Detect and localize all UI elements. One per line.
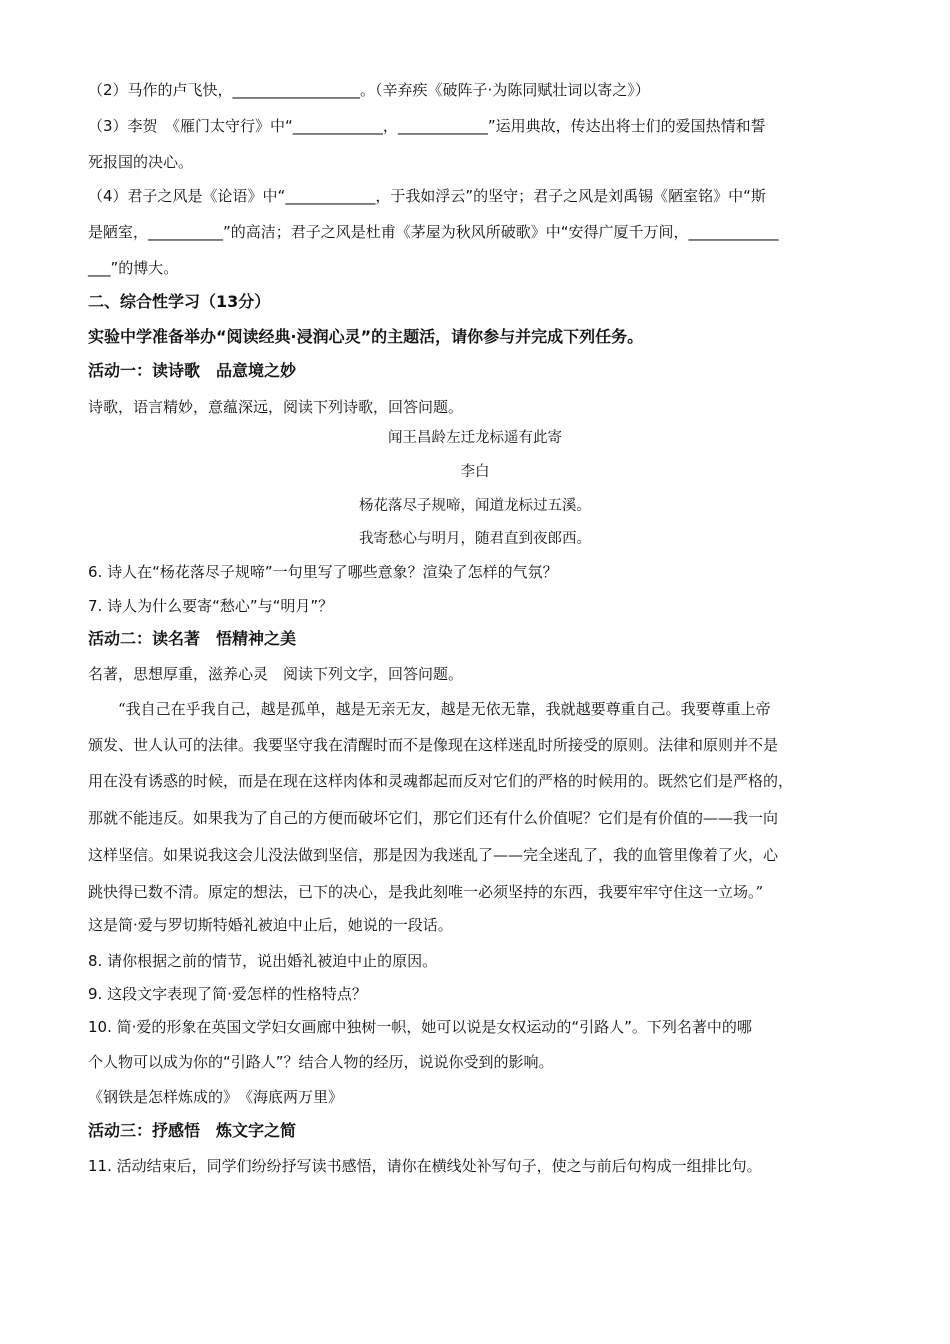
poem-title: 闻王昌龄左迁龙标遥有此寄 — [388, 430, 562, 446]
passage-line-4: 那就不能违反。如果我为了自己的方便而破坏它们，那它们还有什么价值呢？它们是有价值的——我一向 — [88, 809, 779, 827]
poem-line-2: 我寄愁心与明月，随君直到夜郎西。 — [359, 531, 591, 547]
book-options: 《钢铁是怎样炼成的》 《海底两万里》 — [88, 1088, 344, 1106]
activity-2-heading: 活动二：读名著 悟精神之美 — [88, 629, 297, 648]
question-7: 7. 诗人为什么要寄“愁心”与“明月”？ — [88, 597, 334, 615]
activity-1-heading: 活动一：读诗歌 品意境之妙 — [88, 361, 297, 380]
question-10-line-a: 10. 简·爱的形象在英国文学妇女画廊中独树一帜，她可以说是女权运动的“引路人”。下列名著中的哪 — [88, 1018, 752, 1036]
poem-author: 李白 — [460, 464, 490, 480]
q5-4-line-c: ___”的博大。 — [88, 259, 179, 277]
q5-4-line-a: （4）君子之风是《论语》中“____________，于我如浮云”的坚守；君子之风是刘禹锡《陋室铭》中“斯 — [88, 187, 766, 205]
passage-line-2: 颁发、世人认可的法律。我要坚守我在清醒时而不是像现在这样迷乱时所接受的原则。法律和原则并不是 — [88, 736, 779, 754]
question-6: 6. 诗人在“杨花落尽子规啼”一句里写了哪些意象？渲染了怎样的气氛？ — [88, 563, 558, 581]
activity-3-heading: 活动三：抒感悟 炼文字之简 — [88, 1121, 297, 1140]
passage-line-6: 跳快得已数不清。原定的想法，已下的决心，是我此刻唯一必须坚持的东西，我要牢牢守住这一立场。” — [88, 883, 764, 901]
activity-1-desc: 诗歌，语言精妙，意蕴深远，阅读下列诗歌，回答问题。 — [88, 398, 464, 416]
section-intro: 实验中学准备举办“阅读经典·浸润心灵”的主题活，请你参与并完成下列任务。 — [88, 327, 644, 346]
activity-2-desc: 名著，思想厚重，滋养心灵 阅读下列文字，回答问题。 — [88, 665, 464, 683]
passage-line-5: 这样坚信。如果说我这会儿没法做到坚信，那是因为我迷乱了——完全迷乱了，我的血管里像着了火，心 — [88, 846, 779, 864]
poem-line-1: 杨花落尽子规啼，闻道龙标过五溪。 — [359, 498, 591, 514]
section-heading: 二、综合性学习（13分） — [88, 292, 271, 311]
question-8: 8. 请你根据之前的情节，说出婚礼被迫中止的原因。 — [88, 952, 438, 970]
passage-line-3: 用在没有诱惑的时候，而是在现在这样肉体和灵魂都起而反对它们的严格的时候用的。既然它们是严格的， — [88, 772, 794, 790]
q5-2-line: （2）马作的卢飞快，_________________。（辛弃疾《破阵子·为陈同赋壮词以寄之》） — [88, 81, 650, 99]
q5-4-line-b: 是陋室，__________”的高洁；君子之风是杜甫《茅屋为秋风所破歌》中“安得广厦千万间，____________ — [88, 223, 779, 241]
q5-3-line-a: （3）李贺 《雁门太守行》中“____________，____________”运用典故，传达出将士们的爱国热情和誓 — [88, 117, 766, 135]
question-9: 9. 这段文字表现了简·爱怎样的性格特点？ — [88, 985, 367, 1003]
passage-line-1: “我自己在乎我自己，越是孤单，越是无亲无友，越是无依无靠，我就越要尊重自己。我要尊重上帝 — [88, 700, 771, 718]
question-11: 11. 活动结束后，同学们纷纷抒写读书感悟，请你在横线处补写句子，使之与前后句构成一组排比句。 — [88, 1157, 762, 1175]
q5-3-line-b: 死报国的决心。 — [88, 153, 194, 171]
passage-line-7: 这是简·爱与罗切斯特婚礼被迫中止后，她说的一段话。 — [88, 916, 453, 934]
question-10-line-b: 个人物可以成为你的“引路人”？结合人物的经历，说说你受到的影响。 — [88, 1053, 554, 1071]
